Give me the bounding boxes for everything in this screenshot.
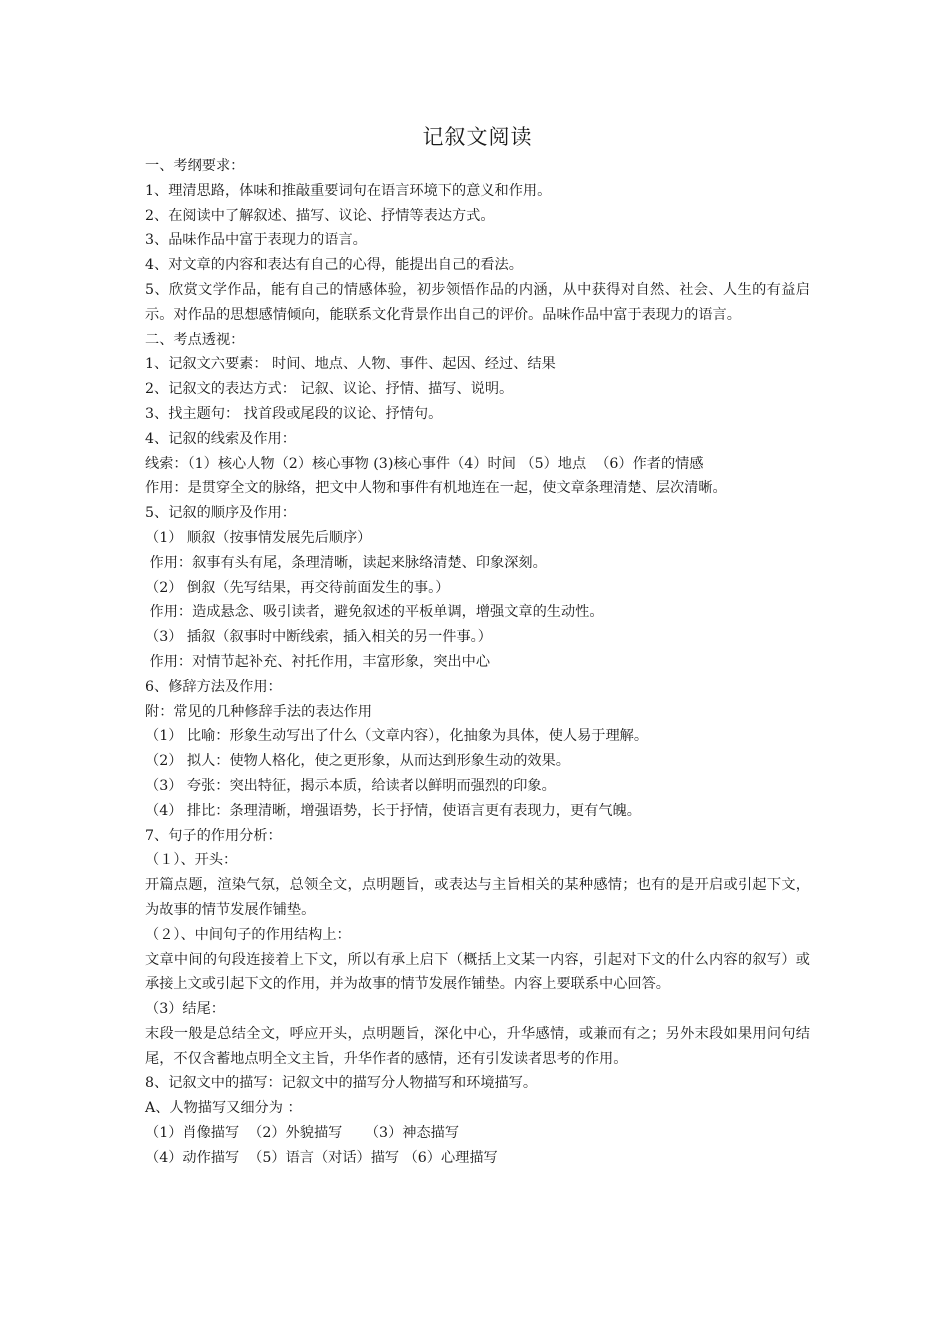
body-line: （1） 顺叙（按事情发展先后顺序） (145, 529, 372, 546)
body-line: （２）、中间句子的作用结构上： (145, 926, 351, 943)
body-line: 1、理清思路，体味和推敲重要词句在语言环境下的意义和作用。 (145, 182, 552, 199)
body-paragraph: 末段一般是总结全文，呼应开头，点明题旨，深化中心，升华感情，或兼而有之；另外末段如果用问句结尾，不仅含蓄地点明全文主旨，升华作者的感情，还有引发读者思考的作用。 (145, 1025, 810, 1067)
body-line: 6、修辞方法及作用： (145, 678, 282, 695)
body-line: 1、记叙文六要素： 时间、地点、人物、事件、起因、经过、结果 (145, 356, 556, 373)
body-line: A、人物描写又细分为 ： (145, 1100, 302, 1117)
body-line: （2） 倒叙（先写结果，再交待前面发生的事。） (145, 579, 450, 596)
body-line: （2） 拟人：使物人格化，使之更形象，从而达到形象生动的效果。 (145, 753, 570, 770)
body-line: （１）、开头： (145, 852, 238, 869)
body-line: 4、对文章的内容和表达有自己的心得，能提出自己的看法。 (145, 257, 523, 274)
body-line: 作用：叙事有头有尾，条理清晰，读起来脉络清楚、印象深刻。 (145, 554, 547, 571)
body-line: 7、句子的作用分析： (145, 827, 282, 844)
body-line: 3、品味作品中富于表现力的语言。 (145, 232, 367, 249)
body-line: （3） 插叙（叙事时中断线索，插入相关的另一件事。） (145, 629, 492, 646)
body-paragraph: 开篇点题，渲染气氛，总领全文，点明题旨，或表达与主旨相关的某种感情；也有的是开启或引起下文，为故事的情节发展作铺垫。 (145, 877, 810, 918)
body-line: （1）肖像描写 （2）外貌描写 （3）神态描写 (145, 1125, 460, 1142)
body-line: 4、记叙的线索及作用： (145, 430, 296, 447)
body-line: 2、在阅读中了解叙述、描写、议论、抒情等表达方式。 (145, 207, 495, 224)
body-line: 二、考点透视： (145, 331, 245, 348)
document-body (145, 154, 810, 1171)
body-line: （1） 比喻：形象生动写出了什么（文章内容），化抽象为具体，使人易于理解。 (145, 728, 649, 745)
document-page (145, 122, 810, 1171)
body-line: 8、记叙文中的描写：记叙文中的描写分人物描写和环境描写。 (145, 1075, 538, 1092)
body-line: 作用：是贯穿全文的脉络，把文中人物和事件有机地连在一起，使文章条理清楚、层次清晰。 (145, 480, 727, 497)
document-title: 记叙文阅读 (422, 125, 533, 149)
body-line: 作用：造成悬念、吸引读者，避免叙述的平板单调，增强文章的生动性。 (145, 604, 604, 621)
body-line: （4）动作描写 （5）语言（对话）描写 （6）心理描写 (145, 1149, 498, 1166)
body-line: （3）结尾： (145, 1001, 225, 1018)
body-paragraph: 文章中间的句段连接着上下文，所以有承上启下（概括上文某一内容，引起对下文的什么内容的叙写）或承接上文或引起下文的作用，并为故事的情节发展作铺垫。内容上要联系中心回答。 (145, 951, 810, 993)
body-line: 附：常见的几种修辞手法的表达作用 (145, 703, 373, 720)
body-line: （4） 排比：条理清晰，增强语势，长于抒情，使语言更有表现力，更有气魄。 (145, 802, 641, 819)
body-line: 作用：对情节起补充、衬托作用，丰富形象，突出中心 (145, 653, 491, 670)
body-line: （3） 夸张：突出特征，揭示本质，给读者以鲜明而强烈的印象。 (145, 777, 556, 794)
body-paragraph: 5、欣赏文学作品，能有自己的情感体验，初步领悟作品的内涵，从中获得对自然、社会、人生的有益启示。对作品的思想感情倾向，能联系文化背景作出自己的评价。品味作品中富于表现力的语言。 (145, 281, 810, 323)
body-line: 5、记叙的顺序及作用： (145, 505, 296, 522)
body-line: 3、找主题句： 找首段或尾段的议论、抒情句。 (145, 405, 443, 422)
body-line: 一、考纲要求： (145, 158, 245, 174)
body-line: 2、记叙文的表达方式： 记叙、议论、抒情、描写、说明。 (145, 381, 514, 398)
body-line: 线索：（1）核心人物（2）核心事物 (3)核心事件（4）时间 （5）地点 （6）作者的情感 (145, 455, 704, 472)
